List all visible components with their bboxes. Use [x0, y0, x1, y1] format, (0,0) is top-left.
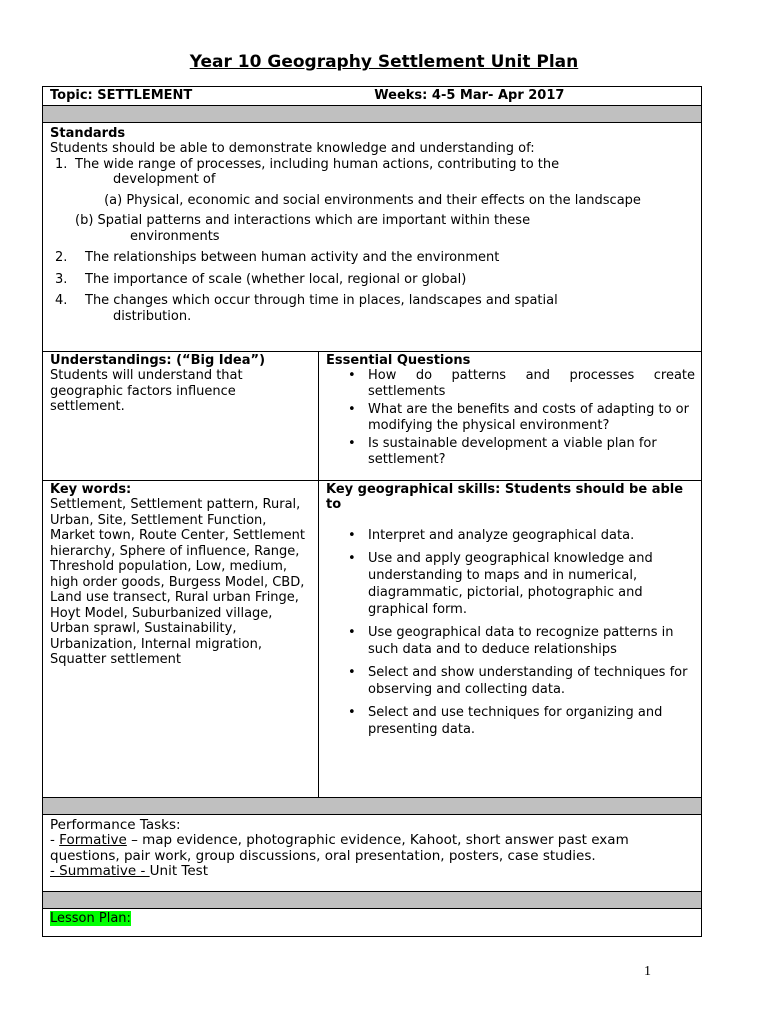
standard-item-3: 3. The importance of scale (whether local, regional or global): [55, 271, 467, 287]
gray-divider: [43, 891, 702, 908]
performance-row: [43, 814, 702, 891]
understandings-cell: [43, 351, 319, 480]
keywords-row: [43, 480, 702, 797]
key-words-cell: [43, 480, 319, 797]
list-item: • Select and show understanding of techniques for observing and collecting data.: [346, 664, 695, 698]
skills-cell: [319, 480, 702, 797]
performance-heading: Performance Tasks:: [50, 816, 181, 833]
understandings-row: [43, 351, 702, 480]
standards-heading: Standards: [50, 125, 126, 141]
formative-label: Formative: [59, 832, 127, 848]
standard-sub-b: (b) Spatial patterns and interactions which are important within these environments: [75, 213, 531, 244]
gray-divider: [43, 105, 702, 122]
topic-label: Topic: SETTLEMENT: [50, 88, 193, 103]
key-words-text: Settlement, Settlement pattern, Rural, Urban, Site, Settlement Function, Market town, Route Center, Settlement hierarchy, Sphere of influence, Range, Threshold population, Low, medium, high order goods, Burgess Model, CBD, Land use transect, Rural urban Fringe, Hoyt Model, Suburbanized village, Urban sprawl, Sustainability, Urbanization, Internal migration, Squatter settlement: [50, 497, 305, 667]
summative-label: - Summative -: [50, 863, 150, 879]
list-item: • Is sustainable development a viable plan for settlement?: [346, 436, 695, 467]
standard-item-2: 2. The relationships between human activity and the environment: [55, 250, 500, 265]
list-item: • Interpret and analyze geographical data.: [346, 527, 695, 544]
understandings-text: Students will understand that geographic factors influence settlement.: [50, 368, 243, 414]
list-item: • Select and use techniques for organizing and presenting data.: [346, 704, 695, 738]
essential-questions-heading: Essential Questions: [326, 352, 471, 368]
standard-sub-a: (a) Physical, economic and social environments and their effects on the landscape: [104, 192, 641, 208]
list-item: • How do patterns and processes create settlements: [346, 368, 695, 399]
list-item: • What are the benefits and costs of adapting to or modifying the physical environment?: [346, 402, 695, 433]
performance-cell: [43, 814, 702, 891]
standard-item-1: 1. The wide range of processes, including human actions, contributing to the development of: [55, 156, 560, 187]
understandings-heading: Understandings: (“Big Idea”): [50, 352, 266, 368]
gray-divider: [43, 797, 702, 814]
page-number: 1: [644, 964, 651, 979]
lesson-plan-label: Lesson Plan:: [50, 910, 131, 926]
skills-list: [326, 527, 695, 738]
standards-intro: Students should be able to demonstrate knowledge and understanding of:: [50, 141, 535, 156]
skills-heading: Key geographical skills: Students should be able to: [326, 481, 684, 512]
topic-row: [43, 87, 702, 106]
unit-plan-table: [42, 86, 702, 937]
weeks-label: Weeks: 4-5 Mar- Apr 2017: [374, 88, 565, 103]
key-words-heading: Key words:: [50, 481, 132, 497]
page-title: Year 10 Geography Settlement Unit Plan: [189, 52, 579, 72]
lesson-plan-cell: [43, 908, 702, 936]
lesson-plan-row: [43, 908, 702, 936]
essential-questions-list: [326, 368, 695, 467]
summative-line: - Summative - Unit Test: [50, 863, 209, 879]
standards-row: [43, 122, 702, 351]
topic-cell: [43, 87, 702, 106]
list-item: • Use geographical data to recognize patterns in such data and to deduce relationships: [346, 624, 695, 658]
list-item: • Use and apply geographical knowledge and understanding to maps and in numerical, diagrammatic, pictorial, photographic and graphical form.: [346, 550, 695, 618]
standards-cell: [43, 122, 702, 351]
essential-questions-cell: [319, 351, 702, 480]
formative-line: - Formative – map evidence, photographic evidence, Kahoot, short answer past exam questions, pair work, group discussions, oral presentation, posters, case studies.: [50, 832, 629, 864]
standard-item-4: 4. The changes which occur through time in places, landscapes and spatial distribution.: [55, 293, 558, 324]
